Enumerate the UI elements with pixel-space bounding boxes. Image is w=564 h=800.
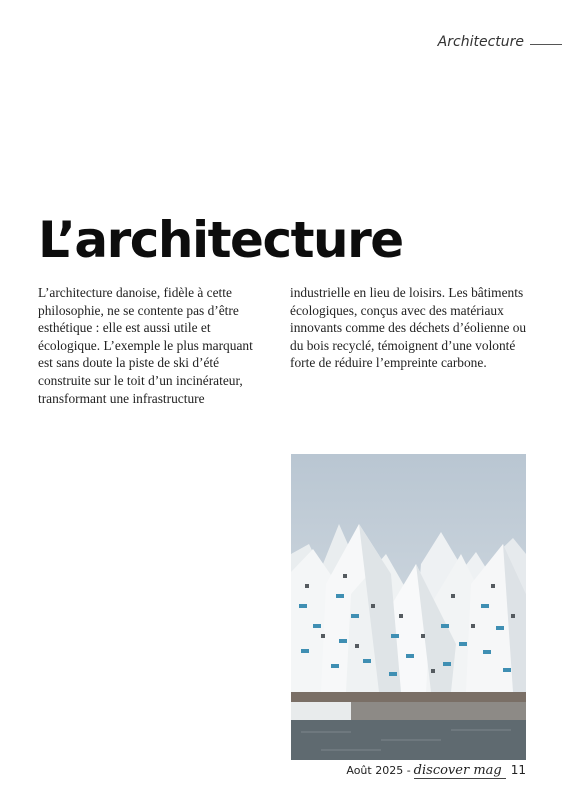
section-label: Architecture [437, 34, 524, 50]
iceberg-buildings-illustration [291, 454, 526, 760]
body-column-left: L’architecture danoise, fidèle à cette philosophie, ne se contente pas d’être esthétique : elle est aussi utile et écologique. L’exemple le plus marquant est sans doute la piste de ski d’été construite sur le toit d’un incinérateur, transformant une infrastructure [38, 285, 253, 406]
footer-magazine-name: discover mag [414, 763, 506, 779]
header-rule [530, 44, 562, 45]
page-number: 11 [510, 763, 526, 777]
footer-date: Août 2025 - [346, 764, 411, 777]
body-column-right: industrielle en lieu de loisirs. Les bâtiments écologiques, conçus avec des matériaux innovants comme des déchets d’éolienne ou du bois recyclé, témoignent d’une volonté forte de réduire l’empreinte carbone. [290, 285, 527, 371]
article-title: L’architecture [38, 211, 403, 269]
page-header [0, 34, 564, 56]
building-photo [291, 454, 526, 760]
page-footer [346, 763, 526, 783]
